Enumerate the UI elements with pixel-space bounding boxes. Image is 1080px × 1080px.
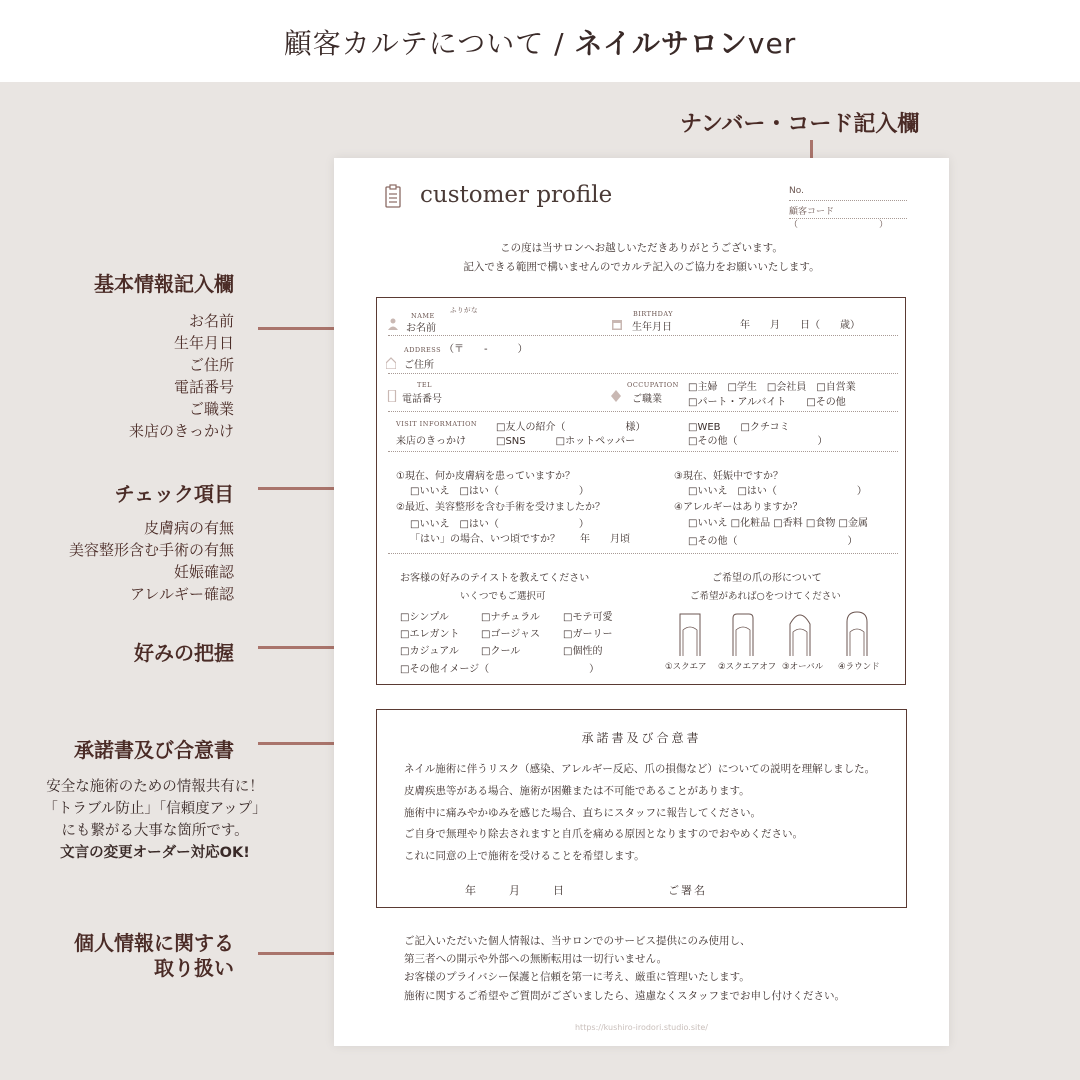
calendar-icon — [612, 318, 622, 330]
sheet-title: customer profile — [420, 182, 613, 208]
basic-info-callout-title: 基本情報記入欄 — [94, 272, 234, 296]
taste-option[interactable]: □ガーリー — [563, 629, 613, 640]
code-field-callout: ナンバー・コード記入欄 — [680, 112, 920, 137]
nail-square-icon[interactable] — [676, 608, 704, 658]
taste-title: お客様の好みのテイストを教えてください — [400, 573, 590, 584]
consent-callout-note: 安全な施術のための情報共有に！ 「トラブル防止」「信頼度アップ」 にも繋がる大事な箇所です。 文言の変更オーダー対応OK! — [43, 779, 267, 861]
signature-label[interactable]: ご署名 — [668, 884, 707, 897]
footer-url: https://kushiro-irodori.studio.site/ — [574, 1023, 708, 1032]
check-items-callout-list: 皮膚病の有無 美容整形含む手術の有無 妊娠確認 アレルギー確認 — [68, 519, 234, 603]
divider — [388, 451, 898, 452]
birthday-field-label: 生年月日 — [632, 322, 672, 333]
basic-info-callout-list: お名前 生年月日 ご住所 電話番号 ご職業 来店のきっかけ — [128, 312, 234, 440]
nail-shape-label: ①スクエア — [665, 662, 707, 672]
taste-option[interactable]: □ゴージャス — [481, 629, 541, 640]
page-title: 顧客カルテについて / ネイルサロンver — [283, 27, 797, 60]
phone-icon — [387, 390, 397, 402]
taste-option-other[interactable]: □その他イメージ（ ） — [400, 664, 600, 675]
consent-callout-title: 承諾書及び合意書 — [74, 738, 234, 762]
nail-shape-title: ご希望の爪の形について — [712, 573, 822, 584]
nail-round-icon[interactable] — [843, 608, 871, 658]
visit-options-row1b[interactable]: □WEB □クチコミ — [688, 422, 790, 433]
divider — [388, 553, 898, 554]
divider — [388, 411, 898, 412]
consent-line: 施術中に痛みやかゆみを感じた場合、直ちにスタッフに報告してください。 — [404, 807, 761, 819]
consent-title: 承諾書及び合意書 — [581, 731, 702, 745]
briefcase-icon — [611, 390, 621, 402]
visit-field-label: 来店のきっかけ — [396, 436, 466, 447]
nail-shape-label: ②スクエアオフ — [718, 662, 777, 672]
answer-allergy[interactable]: □いいえ □化粧品 □香料 □食物 □金属 — [688, 518, 868, 529]
occupation-options-row1[interactable]: □主婦 □学生 □会社員 □自営業 — [688, 382, 856, 393]
divider — [388, 335, 898, 336]
postal-code-field: （〒 - ） — [444, 344, 528, 355]
question-pregnancy: ③現在、妊娠中ですか？ — [674, 471, 783, 482]
person-icon — [388, 318, 398, 330]
answer-allergy-other[interactable]: □その他（ ） — [688, 536, 858, 547]
name-field-label: お名前 — [406, 323, 436, 334]
preference-callout-title: 好みの把握 — [134, 641, 234, 665]
privacy-line: ご記入いただいた個人情報は、当サロンでのサービス提供にのみ使用し、 — [404, 935, 751, 947]
nail-shape-subtitle: ご希望があれば○をつけてください — [690, 591, 841, 602]
house-icon — [386, 357, 396, 369]
address-field-label: ご住所 — [404, 360, 434, 371]
taste-option[interactable]: □ナチュラル — [481, 612, 540, 623]
taste-option[interactable]: □シンプル — [400, 612, 449, 623]
answer-surgery[interactable]: □いいえ □はい（ ） — [410, 519, 589, 530]
nail-square-off-icon[interactable] — [729, 608, 757, 658]
question-allergy: ④アレルギーはありますか？ — [674, 502, 803, 513]
taste-option[interactable]: □カジュアル — [400, 646, 459, 657]
consent-line: これに同意の上で施術を受けることを希望します。 — [404, 850, 645, 862]
number-code-field: No. 顧客コード（ ） — [789, 186, 907, 219]
clipboard-icon — [385, 184, 401, 208]
taste-subtitle: いくつでもご選択可 — [460, 591, 546, 602]
phone-field-label: 電話番号 — [402, 394, 442, 405]
occupation-field-label: ご職業 — [632, 394, 662, 405]
answer-skin-disease[interactable]: □いいえ □はい（ ） — [410, 486, 589, 497]
consent-line: 皮膚疾患等がある場合、施術が困難または不可能であることがあります。 — [404, 785, 750, 797]
taste-option[interactable]: □クール — [481, 646, 521, 657]
signature-date[interactable]: 年 月 日 — [465, 884, 564, 897]
nail-shape-label: ③オーバル — [782, 662, 824, 672]
privacy-line: 施術に関するご希望やご質問がございましたら、遠慮なくスタッフまでお申し付けください。 — [404, 990, 845, 1002]
consent-line: ネイル施術に伴うリスク（感染、アレルギー反応、爪の損傷など）についての説明を理解しました。 — [404, 763, 876, 775]
privacy-callout-title: 個人情報に関する 取り扱い — [74, 931, 234, 980]
check-items-callout-title: チェック項目 — [114, 482, 234, 506]
taste-option[interactable]: □個性的 — [563, 646, 603, 657]
answer-pregnancy[interactable]: □いいえ □はい（ ） — [688, 486, 867, 497]
nail-oval-icon[interactable] — [786, 608, 814, 658]
privacy-line: お客様のプライバシー保護と信頼を第一に考え、厳重に管理いたします。 — [404, 971, 750, 983]
nail-shape-label: ④ラウンド — [838, 662, 880, 672]
taste-option[interactable]: □エレガント — [400, 629, 460, 640]
privacy-line: 第三者への開示や外部への無断転用は一切行いません。 — [404, 953, 668, 965]
consent-line: ご自身で無理やり除去されますと自爪を痛める原因となりますのでおやめください。 — [404, 828, 803, 840]
taste-option[interactable]: □モテ可愛 — [563, 612, 613, 623]
surgery-when[interactable]: 「はい」の場合、いつ頃ですか？ 年 月頃 — [410, 534, 630, 545]
birthday-fields: 年 月 日（ 歳） — [740, 320, 860, 331]
divider — [388, 373, 898, 374]
visit-options-row2b[interactable]: □その他（ ） — [688, 436, 828, 447]
visit-options-row2a[interactable]: □SNS □ホットペッパー — [496, 436, 636, 447]
question-surgery: ②最近、美容整形を含む手術を受けましたか？ — [396, 502, 605, 513]
sheet-intro: この度は当サロンへお越しいただきありがとうございます。 記入できる範囲で構いませんのでカルテ記入のご協力をお願いいたします。 — [463, 242, 820, 273]
occupation-options-row2[interactable]: □パート・アルバイト □その他 — [688, 397, 846, 408]
visit-options-row1a[interactable]: □友人の紹介（ 様） — [496, 422, 646, 433]
question-skin-disease: ①現在、何か皮膚病を患っていますか？ — [396, 471, 575, 482]
